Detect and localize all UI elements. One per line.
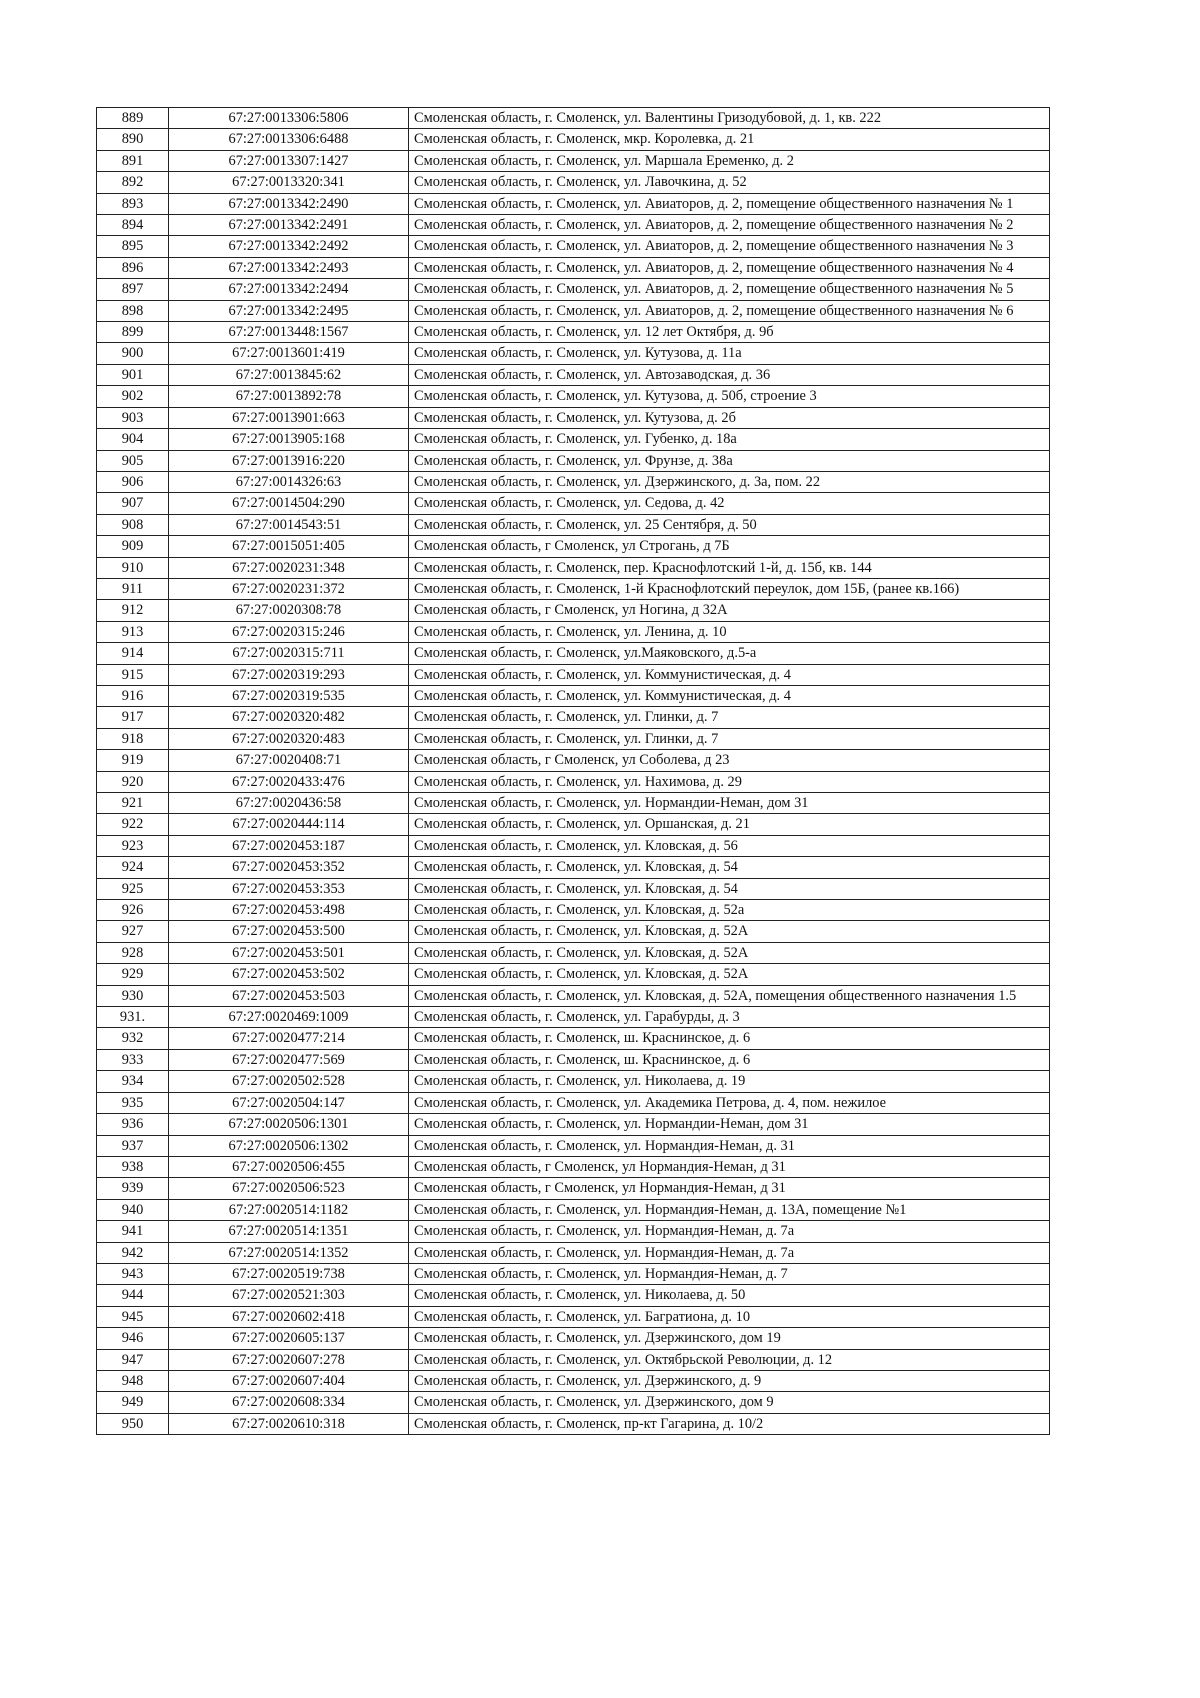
row-number: 890 xyxy=(97,129,169,150)
row-number: 931. xyxy=(97,1007,169,1028)
table-row xyxy=(97,172,1050,193)
address: Смоленская область, г. Смоленск, ул. Октябрьской Революции, д. 12 xyxy=(409,1349,1050,1370)
cadastral-number: 67:27:0013342:2495 xyxy=(169,300,409,321)
row-number: 896 xyxy=(97,257,169,278)
table-row xyxy=(97,771,1050,792)
cadastral-number: 67:27:0013448:1567 xyxy=(169,322,409,343)
cadastral-number: 67:27:0020408:71 xyxy=(169,750,409,771)
table-row xyxy=(97,1028,1050,1049)
row-number: 934 xyxy=(97,1071,169,1092)
cadastral-number: 67:27:0013342:2490 xyxy=(169,193,409,214)
address: Смоленская область, г. Смоленск, ул. Оршанская, д. 21 xyxy=(409,814,1050,835)
row-number: 899 xyxy=(97,322,169,343)
address: Смоленская область, г Смоленск, ул Строгань, д 7Б xyxy=(409,536,1050,557)
row-number: 915 xyxy=(97,664,169,685)
address: Смоленская область, г. Смоленск, ул. Авиаторов, д. 2, помещение общественного назначения № 3 xyxy=(409,236,1050,257)
row-number: 940 xyxy=(97,1199,169,1220)
row-number: 949 xyxy=(97,1392,169,1413)
table-row xyxy=(97,1285,1050,1306)
row-number: 917 xyxy=(97,707,169,728)
address: Смоленская область, г. Смоленск, ул. Нахимова, д. 29 xyxy=(409,771,1050,792)
table-row xyxy=(97,429,1050,450)
address: Смоленская область, г. Смоленск, ул. Нормандии-Неман, дом 31 xyxy=(409,1114,1050,1135)
row-number: 892 xyxy=(97,172,169,193)
table-row xyxy=(97,921,1050,942)
row-number: 901 xyxy=(97,364,169,385)
row-number: 914 xyxy=(97,643,169,664)
row-number: 895 xyxy=(97,236,169,257)
row-number: 930 xyxy=(97,985,169,1006)
table-row xyxy=(97,1199,1050,1220)
address: Смоленская область, г. Смоленск, ул. Нормандия-Неман, д. 7а xyxy=(409,1221,1050,1242)
address: Смоленская область, г. Смоленск, ул. Губенко, д. 18а xyxy=(409,429,1050,450)
table-row xyxy=(97,878,1050,899)
cadastral-number: 67:27:0020453:503 xyxy=(169,985,409,1006)
table-row xyxy=(97,964,1050,985)
cadastral-number: 67:27:0013901:663 xyxy=(169,407,409,428)
cadastral-number: 67:27:0013916:220 xyxy=(169,450,409,471)
table-row xyxy=(97,857,1050,878)
address: Смоленская область, г. Смоленск, ул. Валентины Гризодубовой, д. 1, кв. 222 xyxy=(409,108,1050,129)
row-number: 894 xyxy=(97,215,169,236)
cadastral-number: 67:27:0020315:711 xyxy=(169,643,409,664)
address: Смоленская область, г. Смоленск, ул. Автозаводская, д. 36 xyxy=(409,364,1050,385)
cadastral-number: 67:27:0013845:62 xyxy=(169,364,409,385)
table-row xyxy=(97,1413,1050,1434)
address: Смоленская область, г. Смоленск, ул. Багратиона, д. 10 xyxy=(409,1306,1050,1327)
table-row xyxy=(97,1007,1050,1028)
table-row xyxy=(97,1114,1050,1135)
table-row xyxy=(97,300,1050,321)
table-row xyxy=(97,728,1050,749)
cadastral-number: 67:27:0013342:2493 xyxy=(169,257,409,278)
address: Смоленская область, г Смоленск, ул Нормандия-Неман, д 31 xyxy=(409,1156,1050,1177)
row-number: 903 xyxy=(97,407,169,428)
table-row xyxy=(97,1156,1050,1177)
table-row xyxy=(97,407,1050,428)
cadastral-number: 67:27:0020453:501 xyxy=(169,942,409,963)
cadastral-number: 67:27:0013892:78 xyxy=(169,386,409,407)
table-row xyxy=(97,108,1050,129)
row-number: 905 xyxy=(97,450,169,471)
row-number: 925 xyxy=(97,878,169,899)
table-row xyxy=(97,1135,1050,1156)
row-number: 898 xyxy=(97,300,169,321)
table-row xyxy=(97,450,1050,471)
table-row xyxy=(97,193,1050,214)
address: Смоленская область, г. Смоленск, ул. Коммунистическая, д. 4 xyxy=(409,664,1050,685)
row-number: 947 xyxy=(97,1349,169,1370)
cadastral-number: 67:27:0020444:114 xyxy=(169,814,409,835)
table-row xyxy=(97,1092,1050,1113)
table-row xyxy=(97,1071,1050,1092)
table-row xyxy=(97,1349,1050,1370)
property-table xyxy=(96,107,1050,1435)
row-number: 948 xyxy=(97,1370,169,1391)
address: Смоленская область, г. Смоленск, ул. Нормандия-Неман, д. 31 xyxy=(409,1135,1050,1156)
table-row xyxy=(97,493,1050,514)
row-number: 923 xyxy=(97,835,169,856)
table-row xyxy=(97,835,1050,856)
table-row xyxy=(97,985,1050,1006)
table-row xyxy=(97,150,1050,171)
address: Смоленская область, г Смоленск, ул Нормандия-Неман, д 31 xyxy=(409,1178,1050,1199)
row-number: 943 xyxy=(97,1263,169,1284)
address: Смоленская область, г Смоленск, ул Соболева, д 23 xyxy=(409,750,1050,771)
table-row xyxy=(97,257,1050,278)
table-row xyxy=(97,536,1050,557)
address: Смоленская область, г. Смоленск, ул. Седова, д. 42 xyxy=(409,493,1050,514)
address: Смоленская область, г. Смоленск, пр-кт Гагарина, д. 10/2 xyxy=(409,1413,1050,1434)
address: Смоленская область, г. Смоленск, ул. Кутузова, д. 11а xyxy=(409,343,1050,364)
row-number: 910 xyxy=(97,557,169,578)
address: Смоленская область, г. Смоленск, ул. Дзержинского, дом 19 xyxy=(409,1328,1050,1349)
cadastral-number: 67:27:0020506:1301 xyxy=(169,1114,409,1135)
row-number: 936 xyxy=(97,1114,169,1135)
table-row xyxy=(97,1328,1050,1349)
table-row xyxy=(97,322,1050,343)
row-number: 944 xyxy=(97,1285,169,1306)
address: Смоленская область, г. Смоленск, ул. Авиаторов, д. 2, помещение общественного назначения № 5 xyxy=(409,279,1050,300)
cadastral-number: 67:27:0020433:476 xyxy=(169,771,409,792)
row-number: 904 xyxy=(97,429,169,450)
address: Смоленская область, г. Смоленск, ул. 12 лет Октября, д. 9б xyxy=(409,322,1050,343)
table-row xyxy=(97,750,1050,771)
document-page xyxy=(96,107,1050,1435)
cadastral-number: 67:27:0020504:147 xyxy=(169,1092,409,1113)
cadastral-number: 67:27:0020453:187 xyxy=(169,835,409,856)
address: Смоленская область, г. Смоленск, ул. Авиаторов, д. 2, помещение общественного назначения № 2 xyxy=(409,215,1050,236)
table-row xyxy=(97,364,1050,385)
address: Смоленская область, г. Смоленск, ул. Фрунзе, д. 38а xyxy=(409,450,1050,471)
row-number: 924 xyxy=(97,857,169,878)
address: Смоленская область, г. Смоленск, ул. Нормандии-Неман, дом 31 xyxy=(409,793,1050,814)
address: Смоленская область, г Смоленск, ул Ногина, д 32А xyxy=(409,600,1050,621)
address: Смоленская область, г. Смоленск, ул. Ленина, д. 10 xyxy=(409,621,1050,642)
cadastral-number: 67:27:0020453:498 xyxy=(169,900,409,921)
table-row xyxy=(97,1306,1050,1327)
address: Смоленская область, г. Смоленск, ул. Маршала Еременко, д. 2 xyxy=(409,150,1050,171)
address: Смоленская область, г. Смоленск, ул. Кловская, д. 54 xyxy=(409,878,1050,899)
address: Смоленская область, г. Смоленск, ул. Кловская, д. 52А xyxy=(409,942,1050,963)
table-row xyxy=(97,471,1050,492)
table-row xyxy=(97,685,1050,706)
cadastral-number: 67:27:0015051:405 xyxy=(169,536,409,557)
row-number: 902 xyxy=(97,386,169,407)
cadastral-number: 67:27:0020514:1351 xyxy=(169,1221,409,1242)
row-number: 916 xyxy=(97,685,169,706)
address: Смоленская область, г. Смоленск, ул. Кловская, д. 52А, помещения общественного назначения 1.5 xyxy=(409,985,1050,1006)
address: Смоленская область, г. Смоленск, ш. Краснинское, д. 6 xyxy=(409,1028,1050,1049)
row-number: 938 xyxy=(97,1156,169,1177)
address: Смоленская область, г. Смоленск, пер. Краснофлотский 1-й, д. 15б, кв. 144 xyxy=(409,557,1050,578)
address: Смоленская область, г. Смоленск, ул.Маяковского, д.5-а xyxy=(409,643,1050,664)
cadastral-number: 67:27:0014326:63 xyxy=(169,471,409,492)
address: Смоленская область, г. Смоленск, 1-й Краснофлотский переулок, дом 15Б, (ранее кв.166) xyxy=(409,578,1050,599)
cadastral-number: 67:27:0020231:372 xyxy=(169,578,409,599)
table-row xyxy=(97,514,1050,535)
address: Смоленская область, г. Смоленск, ул. Глинки, д. 7 xyxy=(409,707,1050,728)
address: Смоленская область, г. Смоленск, ул. Авиаторов, д. 2, помещение общественного назначения № 4 xyxy=(409,257,1050,278)
row-number: 897 xyxy=(97,279,169,300)
address: Смоленская область, г. Смоленск, ул. Кловская, д. 52А xyxy=(409,921,1050,942)
table-row xyxy=(97,1263,1050,1284)
cadastral-number: 67:27:0020519:738 xyxy=(169,1263,409,1284)
row-number: 907 xyxy=(97,493,169,514)
address: Смоленская область, г. Смоленск, ул. Нормандия-Неман, д. 13А, помещение №1 xyxy=(409,1199,1050,1220)
table-row xyxy=(97,578,1050,599)
table-row xyxy=(97,1178,1050,1199)
row-number: 893 xyxy=(97,193,169,214)
row-number: 889 xyxy=(97,108,169,129)
row-number: 927 xyxy=(97,921,169,942)
row-number: 929 xyxy=(97,964,169,985)
address: Смоленская область, г. Смоленск, ул. Кловская, д. 56 xyxy=(409,835,1050,856)
row-number: 906 xyxy=(97,471,169,492)
table-row xyxy=(97,215,1050,236)
cadastral-number: 67:27:0020319:535 xyxy=(169,685,409,706)
cadastral-number: 67:27:0020320:483 xyxy=(169,728,409,749)
table-row xyxy=(97,707,1050,728)
cadastral-number: 67:27:0020320:482 xyxy=(169,707,409,728)
row-number: 935 xyxy=(97,1092,169,1113)
cadastral-number: 67:27:0013306:6488 xyxy=(169,129,409,150)
cadastral-number: 67:27:0020506:1302 xyxy=(169,1135,409,1156)
table-row xyxy=(97,664,1050,685)
address: Смоленская область, г. Смоленск, ул. Авиаторов, д. 2, помещение общественного назначения № 6 xyxy=(409,300,1050,321)
address: Смоленская область, г. Смоленск, ул. Кутузова, д. 50б, строение 3 xyxy=(409,386,1050,407)
address: Смоленская область, г. Смоленск, ул. Дзержинского, дом 9 xyxy=(409,1392,1050,1413)
address: Смоленская область, г. Смоленск, ул. Кловская, д. 52А xyxy=(409,964,1050,985)
table-row xyxy=(97,1221,1050,1242)
table-row xyxy=(97,279,1050,300)
row-number: 908 xyxy=(97,514,169,535)
cadastral-number: 67:27:0020477:569 xyxy=(169,1049,409,1070)
row-number: 919 xyxy=(97,750,169,771)
row-number: 932 xyxy=(97,1028,169,1049)
cadastral-number: 67:27:0013342:2494 xyxy=(169,279,409,300)
cadastral-number: 67:27:0020521:303 xyxy=(169,1285,409,1306)
row-number: 909 xyxy=(97,536,169,557)
table-body xyxy=(97,108,1050,1435)
address: Смоленская область, г. Смоленск, ул. Нормандия-Неман, д. 7а xyxy=(409,1242,1050,1263)
cadastral-number: 67:27:0020607:404 xyxy=(169,1370,409,1391)
cadastral-number: 67:27:0020514:1182 xyxy=(169,1199,409,1220)
row-number: 928 xyxy=(97,942,169,963)
table-row xyxy=(97,814,1050,835)
cadastral-number: 67:27:0020453:502 xyxy=(169,964,409,985)
cadastral-number: 67:27:0013905:168 xyxy=(169,429,409,450)
table-row xyxy=(97,343,1050,364)
table-row xyxy=(97,129,1050,150)
address: Смоленская область, г. Смоленск, ул. Лавочкина, д. 52 xyxy=(409,172,1050,193)
cadastral-number: 67:27:0013342:2492 xyxy=(169,236,409,257)
row-number: 900 xyxy=(97,343,169,364)
address: Смоленская область, г. Смоленск, ул. Дзержинского, д. 3а, пом. 22 xyxy=(409,471,1050,492)
table-row xyxy=(97,386,1050,407)
cadastral-number: 67:27:0020608:334 xyxy=(169,1392,409,1413)
cadastral-number: 67:27:0020610:318 xyxy=(169,1413,409,1434)
table-row xyxy=(97,643,1050,664)
cadastral-number: 67:27:0020607:278 xyxy=(169,1349,409,1370)
address: Смоленская область, г. Смоленск, ул. Николаева, д. 19 xyxy=(409,1071,1050,1092)
table-row xyxy=(97,621,1050,642)
row-number: 933 xyxy=(97,1049,169,1070)
address: Смоленская область, г. Смоленск, ул. 25 Сентября, д. 50 xyxy=(409,514,1050,535)
cadastral-number: 67:27:0020453:353 xyxy=(169,878,409,899)
row-number: 920 xyxy=(97,771,169,792)
row-number: 913 xyxy=(97,621,169,642)
cadastral-number: 67:27:0020506:523 xyxy=(169,1178,409,1199)
cadastral-number: 67:27:0020477:214 xyxy=(169,1028,409,1049)
table-row xyxy=(97,942,1050,963)
cadastral-number: 67:27:0013601:419 xyxy=(169,343,409,364)
row-number: 941 xyxy=(97,1221,169,1242)
cadastral-number: 67:27:0020502:528 xyxy=(169,1071,409,1092)
cadastral-number: 67:27:0013342:2491 xyxy=(169,215,409,236)
table-row xyxy=(97,1392,1050,1413)
row-number: 942 xyxy=(97,1242,169,1263)
cadastral-number: 67:27:0020453:500 xyxy=(169,921,409,942)
cadastral-number: 67:27:0020506:455 xyxy=(169,1156,409,1177)
cadastral-number: 67:27:0020514:1352 xyxy=(169,1242,409,1263)
address: Смоленская область, г. Смоленск, ул. Авиаторов, д. 2, помещение общественного назначения № 1 xyxy=(409,193,1050,214)
cadastral-number: 67:27:0020319:293 xyxy=(169,664,409,685)
address: Смоленская область, г. Смоленск, ул. Кутузова, д. 2б xyxy=(409,407,1050,428)
cadastral-number: 67:27:0014504:290 xyxy=(169,493,409,514)
cadastral-number: 67:27:0020469:1009 xyxy=(169,1007,409,1028)
address: Смоленская область, г. Смоленск, ш. Краснинское, д. 6 xyxy=(409,1049,1050,1070)
row-number: 950 xyxy=(97,1413,169,1434)
table-row xyxy=(97,236,1050,257)
row-number: 912 xyxy=(97,600,169,621)
address: Смоленская область, г. Смоленск, ул. Кловская, д. 54 xyxy=(409,857,1050,878)
address: Смоленская область, г. Смоленск, ул. Нормандия-Неман, д. 7 xyxy=(409,1263,1050,1284)
row-number: 922 xyxy=(97,814,169,835)
table-row xyxy=(97,1242,1050,1263)
table-row xyxy=(97,793,1050,814)
table-row xyxy=(97,1049,1050,1070)
row-number: 911 xyxy=(97,578,169,599)
cadastral-number: 67:27:0020231:348 xyxy=(169,557,409,578)
cadastral-number: 67:27:0020308:78 xyxy=(169,600,409,621)
address: Смоленская область, г. Смоленск, ул. Коммунистическая, д. 4 xyxy=(409,685,1050,706)
table-row xyxy=(97,557,1050,578)
address: Смоленская область, г. Смоленск, ул. Гарабурды, д. 3 xyxy=(409,1007,1050,1028)
row-number: 926 xyxy=(97,900,169,921)
address: Смоленская область, г. Смоленск, ул. Николаева, д. 50 xyxy=(409,1285,1050,1306)
cadastral-number: 67:27:0020602:418 xyxy=(169,1306,409,1327)
cadastral-number: 67:27:0013320:341 xyxy=(169,172,409,193)
address: Смоленская область, г. Смоленск, ул. Глинки, д. 7 xyxy=(409,728,1050,749)
address: Смоленская область, г. Смоленск, ул. Дзержинского, д. 9 xyxy=(409,1370,1050,1391)
table-row xyxy=(97,600,1050,621)
row-number: 946 xyxy=(97,1328,169,1349)
row-number: 939 xyxy=(97,1178,169,1199)
cadastral-number: 67:27:0013307:1427 xyxy=(169,150,409,171)
address: Смоленская область, г. Смоленск, ул. Академика Петрова, д. 4, пом. нежилое xyxy=(409,1092,1050,1113)
cadastral-number: 67:27:0014543:51 xyxy=(169,514,409,535)
cadastral-number: 67:27:0020453:352 xyxy=(169,857,409,878)
address: Смоленская область, г. Смоленск, мкр. Королевка, д. 21 xyxy=(409,129,1050,150)
table-row xyxy=(97,900,1050,921)
cadastral-number: 67:27:0020605:137 xyxy=(169,1328,409,1349)
address: Смоленская область, г. Смоленск, ул. Кловская, д. 52а xyxy=(409,900,1050,921)
cadastral-number: 67:27:0020315:246 xyxy=(169,621,409,642)
row-number: 918 xyxy=(97,728,169,749)
cadastral-number: 67:27:0013306:5806 xyxy=(169,108,409,129)
cadastral-number: 67:27:0020436:58 xyxy=(169,793,409,814)
row-number: 921 xyxy=(97,793,169,814)
row-number: 937 xyxy=(97,1135,169,1156)
row-number: 891 xyxy=(97,150,169,171)
table-row xyxy=(97,1370,1050,1391)
row-number: 945 xyxy=(97,1306,169,1327)
